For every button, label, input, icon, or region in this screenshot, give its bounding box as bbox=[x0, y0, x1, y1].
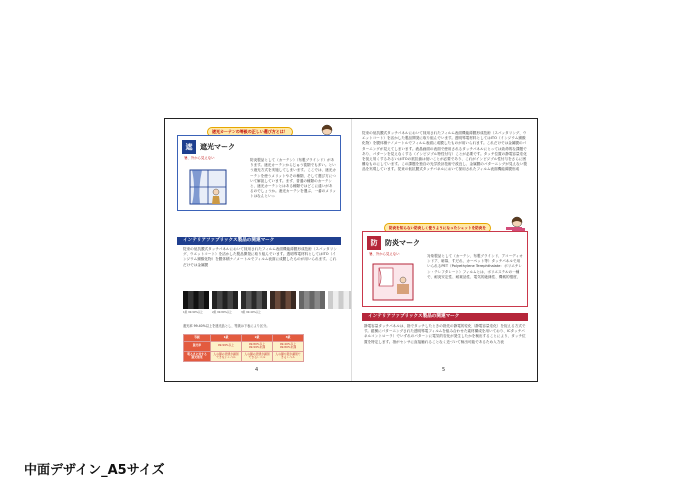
table-row bbox=[184, 351, 304, 361]
blackout-grade-table bbox=[183, 334, 304, 362]
fire-box-body: 対象製品として（カーテン、布製ブラインド、アコーディオンドア、暗幕、すだれ、カーペット等）タッチパネルで用いられるPET（Polyethylene Terephthalate：ポリエチレン・テレフタレート）フィルムとは、ポリエステルの一種で、耐炎安定性、耐薬品性、電気的絶縁性、機械的強度、 bbox=[427, 254, 523, 279]
table-cell: 人の顔や姿が識別できるレベル bbox=[273, 351, 304, 361]
left-callout: 遮光カーテンの等級の正しい選び方とは！ bbox=[207, 127, 293, 137]
fabric-swatches bbox=[183, 291, 351, 309]
design-caption: 中面デザイン_A5サイズ bbox=[24, 463, 165, 478]
table-row-label: 明るさに対する遮光効果 bbox=[184, 351, 211, 361]
fabric-swatch bbox=[183, 291, 209, 309]
table-cell: 99.99%以上 bbox=[211, 341, 242, 351]
table-cell: 99.80%以上 99.99%未満 bbox=[242, 341, 273, 351]
table-cell: 人の顔の表情が識別できないレベル bbox=[211, 351, 242, 361]
page-number-right: 5 bbox=[442, 367, 446, 373]
room-fire-illustration bbox=[365, 256, 421, 304]
fire-mark-icon bbox=[367, 236, 381, 250]
right-intro-text: 従来の低抗膜式タッチパネルにおいて採用されたフィルム表面機能薄膜形成技術（スパッタリング、ウエットコート）を活かした製品開発に取り組んでいます。透明導電材料としてはITO（インジウム錫酸化物）を膜体積ナノメートルでフィルム表面に成膜したものが用いられます。これだけでは金属膜のパターニングが見えてしまいます。液晶画面の表面で使用されるタッチパネルにとっては致命的な課題であり、パターンを見えなくする（インビジブル特性付与）ことが必要です。タッチ位置の静電容量変化を捉え易くするあるいはITOの抵抗値は低いことが必要であり、これがインビジブル性付与をさらに困難なものにしています。この課題を独自の光学設計技術で改良し、金属膜のパターニングが見えない製品を実現しています。従来の低抗膜式タッチパネルにおいて採用されたフィルム表面機能薄膜形成 bbox=[362, 131, 527, 172]
fire-mark-box bbox=[362, 231, 528, 307]
blackout-box-body: 防炎製品として（カーテン）（布製ブラインド）があります。遮光カーテンからじゅう毯類でも多い。という遮光方式を実施してしまいます。ここでは、遮光カーテンを使うメリットやその種類、そして選び方について解説しています。まず、普通の種類のカーテンと、遮光カーテンとはある種類ではどこに違いがあるのでしょうか。遮光カーテンを選ぶ、一番のメリットはなんといっ bbox=[250, 158, 336, 199]
left-page bbox=[165, 119, 351, 381]
table-header-cell: 1級 bbox=[211, 335, 242, 342]
table-row-label: 遮光率 bbox=[184, 341, 211, 351]
blackout-mark-box bbox=[177, 135, 341, 211]
table-note: 遮光率 99.40%以上を遮光品とし、等級は下表により区分。 bbox=[183, 324, 270, 328]
swatch-label: 3級 99.40%以上 bbox=[241, 311, 262, 314]
fire-illus-caption: 暑、外から見えない bbox=[369, 252, 400, 256]
swatch-label: 2級 99.80%以上 bbox=[212, 311, 233, 314]
fabric-swatch bbox=[270, 291, 296, 309]
right-subhead: インテリアファブリックス製品の関連マーク bbox=[362, 313, 528, 321]
swatch-labels bbox=[183, 310, 267, 314]
fire-icon-label: 防 bbox=[370, 239, 378, 247]
blackout-icon-label: 遮 bbox=[185, 143, 193, 151]
left-subhead: インテリアファブリックス製品の関連マーク bbox=[177, 237, 341, 245]
page-number-left: 4 bbox=[255, 367, 259, 373]
left-body-text: 従来の低抗膜式タッチパネルにおいて採用されたフィルム表面機能薄膜形成技術（スパッタリング、ウエットコート）を活かした製品開発に取り組んでいます。透明導電材料としてはITO（インジウム錫酸化物）を膜体積ナノメートルでフィルム表面に成膜したものが用いられます。これだけでは金属膜 bbox=[183, 247, 337, 267]
table-header-cell: 等級 bbox=[184, 335, 211, 342]
fabric-swatch bbox=[299, 291, 325, 309]
brochure-spread bbox=[164, 118, 538, 382]
blackout-mark-icon bbox=[182, 140, 196, 154]
fabric-swatch bbox=[328, 291, 351, 309]
right-callout: 防炎を知らない防炎しく使うようになったシェットを防炎を bbox=[384, 223, 491, 233]
blackout-mark-title: 遮光マーク bbox=[200, 143, 235, 151]
right-page bbox=[352, 119, 538, 381]
fire-mark-title: 防炎マーク bbox=[385, 239, 420, 247]
table-header-cell: 3級 bbox=[273, 335, 304, 342]
window-curtain-illustration bbox=[180, 160, 234, 208]
table-row bbox=[184, 341, 304, 351]
fabric-swatch bbox=[241, 291, 267, 309]
fabric-swatch bbox=[212, 291, 238, 309]
blackout-illus-caption: 暑、外から見えない bbox=[184, 156, 215, 160]
table-cell: 人の顔の表情が識別できるレベル bbox=[242, 351, 273, 361]
swatch-label: 1級 99.99%以上 bbox=[183, 311, 204, 314]
table-header-cell: 2級 bbox=[242, 335, 273, 342]
table-cell: 99.40%以上 99.80%未満 bbox=[273, 341, 304, 351]
table-header-row bbox=[184, 335, 304, 342]
right-body-text: 静電容量タッチパネルは、指でタッチしたときの指先の静電的変化（静電容量変化）を捉える方式です。縦横にパターニングされた透明導電フィルムを組み合わせた素材構成を用いており、ICタッチパネルコントローラ）でいずれのパターンに電気的変化が発生したかを検出することにより、タッチ位置を特定します。指がセンサに直接触れることなく近づいて検出可能であるため入力表 bbox=[364, 324, 526, 344]
